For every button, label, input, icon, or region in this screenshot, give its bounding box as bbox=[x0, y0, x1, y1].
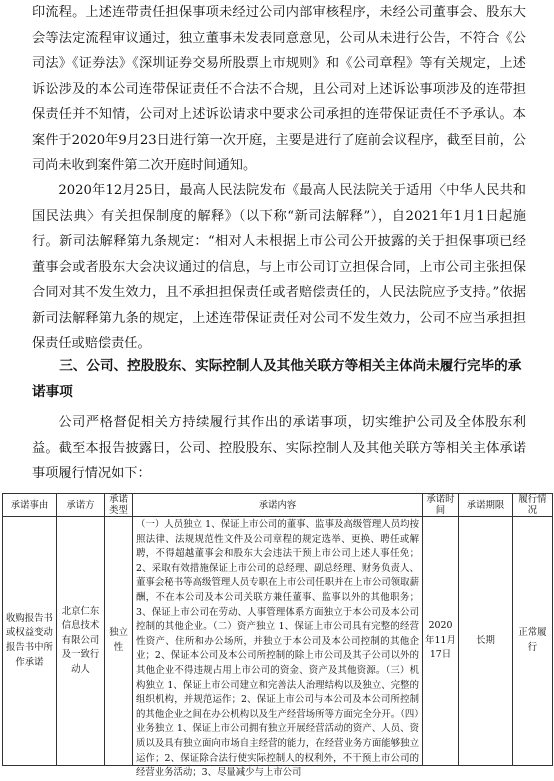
cell-reason: 收购报告书或权益变动报告书中所作承诺 bbox=[3, 517, 57, 766]
header-content: 承诺内容 bbox=[133, 494, 423, 517]
cell-time: 2020年11月17日 bbox=[423, 517, 459, 766]
header-reason: 承诺事由 bbox=[3, 494, 57, 517]
paragraph-lawsuit-guarantee: 印流程。上述连带责任担保事项未经过公司内部审核程序，未经公司董事会、股东大会等法定流程审议通过，独立董事未发表同意意见，公司从未进行公告，不符合《公司法》《证券法》《深圳证券交易所股票上市规则》和《公司章程》等有关规定，上述诉讼涉及的本公司连带保证责任不合法不合规，且公司对上述诉讼事项涉及的连带担保责任并不知情，公司对上述诉讼请求中要求公司承担的连带保证责任不予承认。本案件于2020年9月23日进行第一次开庭，主要是进行了庭前会议程序，截至目前，公司尚未收到案件第二次开庭时间通知。 bbox=[32, 5, 526, 173]
table-header-row bbox=[3, 494, 553, 517]
header-status: 履行情况 bbox=[513, 494, 553, 517]
header-term: 承诺期限 bbox=[459, 494, 513, 517]
cell-type: 独立性 bbox=[105, 517, 133, 766]
header-party: 承诺方 bbox=[57, 494, 105, 517]
paragraph-commitments-intro: 公司严格督促相关方持续履行其作出的承诺事项，切实维护公司及全体股东利益。截至本报告披露日，公司、控股股东、实际控制人及其他关联方等相关主体承诺事项履行情况如下： bbox=[32, 415, 526, 481]
paragraph-judicial-interpretation: 2020年12月25日，最高人民法院发布《最高人民法院关于适用〈中华人民共和国民法典〉有关担保制度的解释》（以下称“新司法解释”），自2021年1月1日起施行。新司法解释第九条规定：“相对人未根据上市公司公开披露的关于担保事项已经董事会或者股东大会决议通过的信息，与上市公司订立担保合同，上市公司主张担保合同对其不发生效力，且不承担担保责任或者赔偿责任的，人民法院应予支持。”依据新司法解释第九条的规定，上述连带保证责任对公司不发生效力，公司不应当承担担保责任或赔偿责任。 bbox=[32, 183, 526, 351]
cell-party: 北京仁东信息技术有限公司及一致行动人 bbox=[57, 517, 105, 766]
section-heading: 三、公司、控股股东、实际控制人及其他关联方等相关主体尚未履行完毕的承诺事项 bbox=[32, 358, 522, 400]
header-time: 承诺时间 bbox=[423, 494, 459, 517]
header-type: 承诺类型 bbox=[105, 494, 133, 517]
cell-term: 长期 bbox=[459, 517, 513, 766]
table-row bbox=[3, 517, 553, 766]
commitment-content-text: （一）人员独立 1、保证上市公司的董事、监事及高级管理人员均按照法律、法规规范性文件及公司章程的规定选举、更换、聘任或解聘，不得超越董事会和股东大会违法干预上市公司上述人事任免；2、采取有效措施保证上市公司的总经理、副总经理、财务负责人、董事会秘书等高级管理人员专职在上市公司任职并在上市公司领取薪酬，不在本公司及本公司关联方兼任董事、监事以外的其他职务；3、保证上市公司在劳动、人事管理体系方面独立于本公司及本公司控制的其他企业。（二）资产独立 1、保证上市公司具有完整的经营性资产、住所和办公场所，并独立于本公司及本公司控制的其他企业；2、保证本公司及本公司所控制的除上市公司及其子公司以外的其他企业不得违规占用上市公司的资金、资产及其他资源。（三）机构独立 1、保证上市公司建立和完善法人治理结构以及独立、完整的组织机构，并规范运作；2、保证上市公司与本公司及本公司所控制的其他企业之间在办公机构以及生产经营场所等方面完全分开。（四）业务独立 1、保证上市公司拥有独立开展经营活动的资产、人员、资质以及具有独立面向市场自主经营的能力，在经营业务方面能够独立运作；2、保证除合法行使实际控制人的权利外，不干预上市公司的经营业务活动；3、尽量减少与上市公司 bbox=[136, 519, 419, 779]
commitments-table bbox=[2, 493, 553, 779]
cell-content bbox=[133, 517, 423, 779]
cell-status: 正常履行 bbox=[513, 517, 553, 766]
